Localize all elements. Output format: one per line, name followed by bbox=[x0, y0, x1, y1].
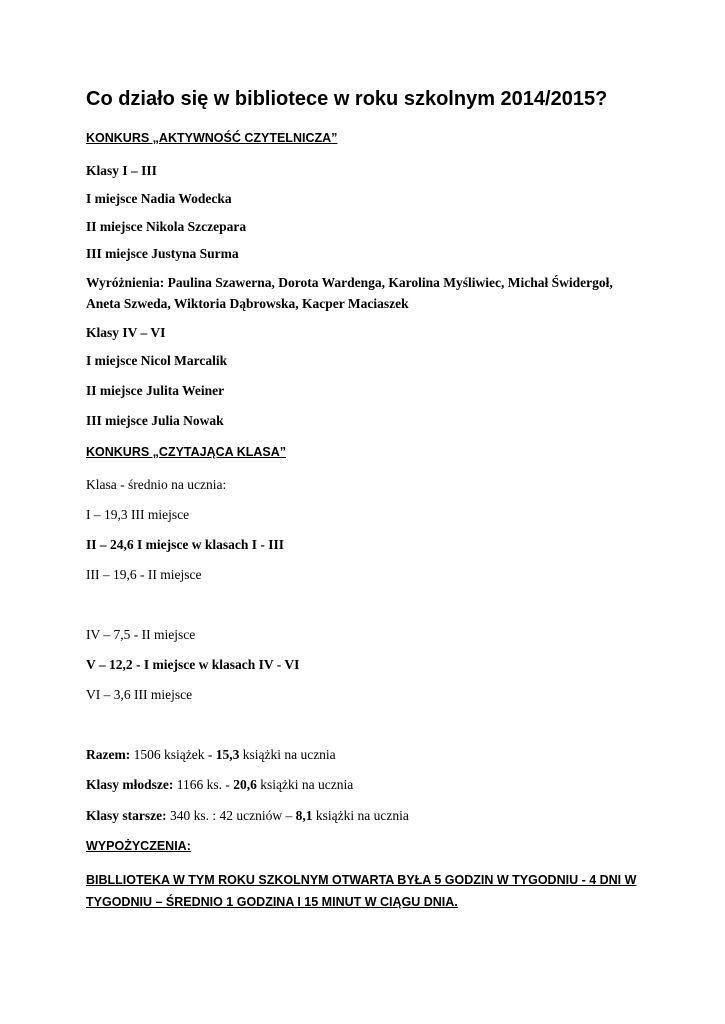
group-label-classes-1-3: Klasy I – III bbox=[86, 163, 157, 178]
class-result-1: I – 19,3 III miejsce bbox=[86, 507, 190, 522]
total-label: Razem: bbox=[86, 747, 131, 762]
contest-heading-reading-activity: KONKURS „AKTYWNOŚĆ CZYTELNICZA” bbox=[86, 131, 338, 145]
older-per-student: 8,1 bbox=[295, 808, 313, 823]
older-label: Klasy starsze: bbox=[86, 808, 167, 823]
class-result-2: II – 24,6 I miejsce w klasach I - III bbox=[86, 537, 285, 552]
honorable-mentions: Wyróżnienia: Paulina Szawerna, Dorota Wardenga, Karolina Myśliwiec, Michał Świdergoł, Aneta Szweda, Wiktoria Dąbrowska, Kacper Maciaszek bbox=[86, 275, 613, 311]
older-text: 340 ks. : 42 uczniów – bbox=[166, 808, 296, 823]
total-books-line bbox=[86, 747, 336, 763]
class-result-6: VI – 3,6 III miejsce bbox=[86, 687, 193, 702]
class-result-4: IV – 7,5 - II miejsce bbox=[86, 627, 196, 642]
younger-label: Klasy młodsze: bbox=[86, 777, 174, 792]
class-result-3: III – 19,6 - II miejsce bbox=[86, 567, 202, 582]
younger-classes-line bbox=[86, 777, 353, 793]
younger-per-student: 20,6 bbox=[233, 777, 257, 792]
contest-heading-reading-class: KONKURS „CZYTAJĄCA KLASA” bbox=[86, 445, 286, 459]
place-1-classes-1-3: I miejsce Nadia Wodecka bbox=[86, 191, 232, 206]
place-3-classes-4-6: III miejsce Julia Nowak bbox=[86, 413, 224, 428]
younger-text: 1166 ks. - bbox=[173, 777, 234, 792]
class-result-5: V – 12,2 - I miejsce w klasach IV - VI bbox=[86, 657, 300, 672]
total-suffix: książki na ucznia bbox=[239, 747, 336, 762]
library-hours-statement: BIBLLIOTEKA W TYM ROKU SZKOLNYM OTWARTA BYŁA 5 GODZIN W TYGODNIU - 4 DNI W TYGODNIU – ŚREDNIO 1 GODZINA I 15 MINUT W CIĄGU DNIA. bbox=[86, 873, 637, 909]
older-classes-line bbox=[86, 808, 409, 824]
younger-suffix: książki na ucznia bbox=[256, 777, 354, 792]
place-2-classes-4-6: II miejsce Julita Weiner bbox=[86, 383, 225, 398]
total-text: 1506 książek - bbox=[130, 747, 216, 762]
page-title: Co działo się w bibliotece w roku szkolnym 2014/2015? bbox=[86, 88, 608, 110]
place-1-classes-4-6: I miejsce Nicol Marcalik bbox=[86, 353, 228, 368]
loans-heading: WYPOŻYCZENIA: bbox=[86, 839, 191, 853]
class-average-intro: Klasa - średnio na ucznia: bbox=[86, 477, 227, 492]
place-3-classes-1-3: III miejsce Justyna Surma bbox=[86, 246, 239, 261]
total-per-student: 15,3 bbox=[215, 747, 240, 762]
place-2-classes-1-3: II miejsce Nikola Szczepara bbox=[86, 219, 247, 234]
group-label-classes-4-6: Klasy IV – VI bbox=[86, 325, 166, 340]
older-suffix: książki na ucznia bbox=[312, 808, 409, 823]
